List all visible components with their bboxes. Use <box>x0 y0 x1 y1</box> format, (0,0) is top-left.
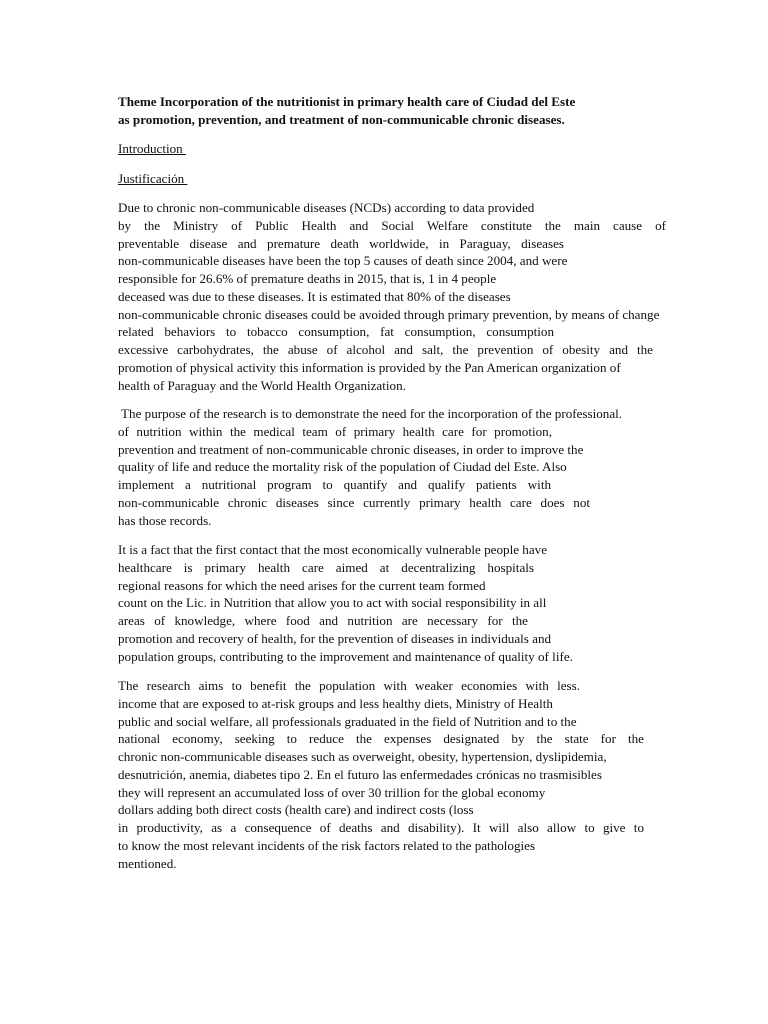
document-title <box>118 93 718 128</box>
text-line: of nutrition within the medical team of primary health care for promotion, <box>118 423 552 439</box>
text-line: to know the most relevant incidents of the risk factors related to the pathologies <box>118 837 536 853</box>
text-line: they will represent an accumulated loss of over 30 trillion for the global economy <box>118 784 546 800</box>
text-line: non-communicable chronic diseases since currently primary health care does not <box>118 494 590 510</box>
title-line: as promotion, prevention, and treatment of non-communicable chronic diseases. <box>118 111 565 127</box>
heading-introduction: Introduction <box>118 141 187 156</box>
text-line: non-communicable chronic diseases could be avoided through primary prevention, by means of change <box>118 306 660 322</box>
text-line: implement a nutritional program to quantify and qualify patients with <box>118 477 551 492</box>
text-line: promotion of physical activity this information is provided by the Pan American organization of <box>118 359 621 375</box>
text-line: health of Paraguay and the World Health Organization. <box>118 377 406 393</box>
text-line: in productivity, as a consequence of deaths and disability). It will also allow to give to <box>118 820 644 835</box>
text-line: excessive carbohydrates, the abuse of alcohol and salt, the prevention of obesity and the <box>118 342 653 357</box>
text-line: desnutrición, anemia, diabetes tipo 2. En el futuro las enfermedades crónicas no trasmisibles <box>118 766 602 782</box>
text-line: chronic non-communicable diseases such as overweight, obesity, hypertension, dyslipidemia, <box>118 749 607 764</box>
text-line: population groups, contributing to the improvement and maintenance of quality of life. <box>118 648 573 664</box>
heading-justification: Justificación <box>118 171 188 186</box>
text-line: responsible for 26.6% of premature deaths in 2015, that is, 1 in 4 people <box>118 271 497 286</box>
text-line: The purpose of the research is to demonstrate the need for the incorporation of the professional. <box>118 406 623 421</box>
text-line: preventable disease and premature death worldwide, in Paraguay, diseases <box>118 235 564 251</box>
text-line: public and social welfare, all professionals graduated in the field of Nutrition and to the <box>118 713 577 729</box>
text-line: deceased was due to these diseases. It is estimated that 80% of the diseases <box>118 288 511 304</box>
text-line: national economy, seeking to reduce the expenses designated by the state for the <box>118 731 644 747</box>
text-line: Due to chronic non-communicable diseases (NCDs) according to data provided <box>118 200 535 215</box>
paragraph <box>118 405 666 529</box>
paragraph <box>118 541 666 665</box>
text-line: mentioned. <box>118 855 177 871</box>
text-line: It is a fact that the first contact that the most economically vulnerable people have <box>118 542 548 557</box>
text-line: The research aims to benefit the population with weaker economies with less. <box>118 678 580 693</box>
text-line: quality of life and reduce the mortality risk of the population of Ciudad del Este. Also <box>118 459 567 475</box>
text-line: prevention and treatment of non-communicable chronic diseases, in order to improve the <box>118 441 584 457</box>
paragraph <box>118 677 666 872</box>
text-line: promotion and recovery of health, for the prevention of diseases in individuals and <box>118 630 552 646</box>
text-line: non-communicable diseases have been the top 5 causes of death since 2004, and were <box>118 253 568 269</box>
paragraph <box>118 199 666 394</box>
text-line: dollars adding both direct costs (health care) and indirect costs (loss <box>118 802 474 818</box>
text-line: has those records. <box>118 512 212 528</box>
text-line: income that are exposed to at-risk groups and less healthy diets, Ministry of Health <box>118 695 553 711</box>
text-line: related behaviors to tobacco consumption, fat consumption, consumption <box>118 324 554 340</box>
text-line: regional reasons for which the need arises for the current team formed <box>118 577 486 593</box>
text-line: count on the Lic. in Nutrition that allow you to act with social responsibility in all <box>118 595 547 611</box>
title-line: Theme Incorporation of the nutritionist in primary health care of Ciudad del Este <box>118 94 576 109</box>
text-line: healthcare is primary health care aimed at decentralizing hospitals <box>118 559 534 575</box>
text-line: by the Ministry of Public Health and Social Welfare constitute the main cause of <box>118 217 666 233</box>
text-line: areas of knowledge, where food and nutrition are necessary for the <box>118 613 528 628</box>
